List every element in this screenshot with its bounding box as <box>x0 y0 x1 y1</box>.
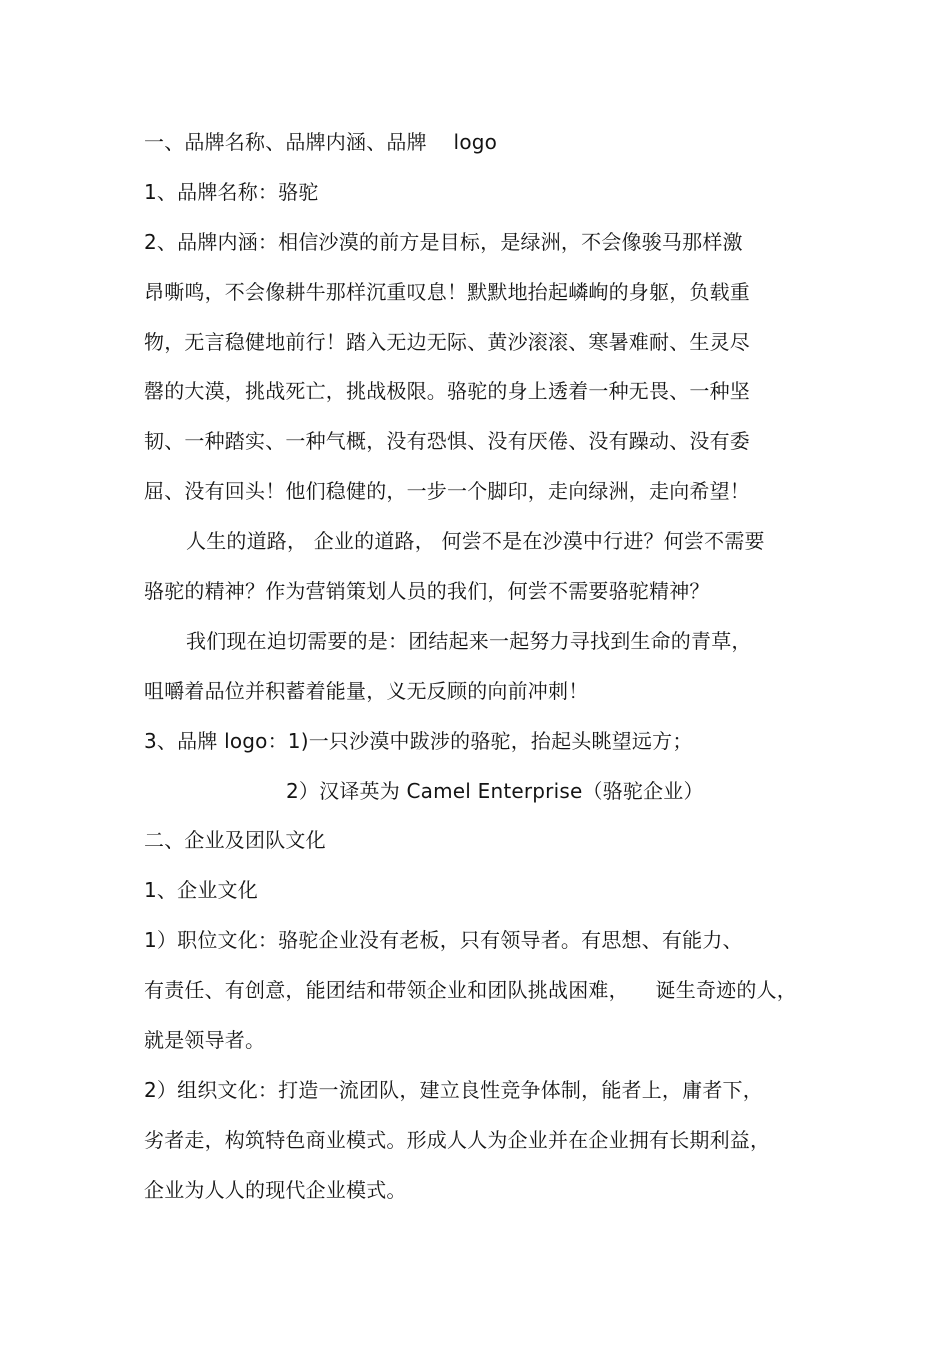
brand-name-line: 1、品牌名称：骆驼 <box>144 180 319 204</box>
position-culture-line-3: 就是领导者。 <box>144 1028 266 1052</box>
brand-meaning-line-3: 物，无言稳健地前行！踏入无边无际、黄沙滚滚、寒暑难耐、生灵尽 <box>144 330 750 354</box>
organization-culture-line-2: 劣者走，构筑特色商业模式。形成人人为企业并在企业拥有长期利益， <box>144 1128 771 1152</box>
paragraph-need-line-2: 咀嚼着品位并积蓄着能量，义无反顾的向前冲刺！ <box>144 679 589 703</box>
brand-meaning-line-4: 罄的大漠，挑战死亡，挑战极限。骆驼的身上透着一种无畏、一种坚 <box>144 379 750 403</box>
subheading-enterprise-culture: 1、企业文化 <box>144 878 258 902</box>
brand-meaning-line-5: 韧、一种踏实、一种气概，没有恐惧、没有厌倦、没有躁动、没有委 <box>144 429 750 453</box>
position-culture-line-1: 1）职位文化：骆驼企业没有老板，只有领导者。有思想、有能力、 <box>144 928 743 952</box>
brand-logo-line-2: 2）汉译英为 Camel Enterprise（骆驼企业） <box>286 779 704 803</box>
organization-culture-line-1: 2）组织文化：打造一流团队，建立良性竞争体制，能者上，庸者下， <box>144 1078 763 1102</box>
position-culture-line-2: 有责任、有创意，能团结和带领企业和团队挑战困难， 诞生奇迹的人， <box>144 978 797 1002</box>
heading-culture: 二、企业及团队文化 <box>144 828 326 852</box>
paragraph-road-line-1: 人生的道路， 企业的道路， 何尝不是在沙漠中行进？何尝不需要 <box>186 529 765 553</box>
brand-meaning-line-2: 昂嘶鸣，不会像耕牛那样沉重叹息！默默地抬起嶙峋的身躯，负载重 <box>144 280 750 304</box>
brand-meaning-line-1: 2、品牌内涵：相信沙漠的前方是目标，是绿洲，不会像骏马那样激 <box>144 230 743 254</box>
paragraph-need-line-1: 我们现在迫切需要的是：团结起来一起努力寻找到生命的青草， <box>186 629 752 653</box>
heading-brand: 一、品牌名称、品牌内涵、品牌 logo <box>144 130 498 154</box>
organization-culture-line-3: 企业为人人的现代企业模式。 <box>144 1178 407 1202</box>
brand-logo-line-1: 3、品牌 logo：1)一只沙漠中跋涉的骆驼，抬起头眺望远方； <box>144 729 693 753</box>
paragraph-road-line-2: 骆驼的精神？作为营销策划人员的我们，何尝不需要骆驼精神？ <box>144 579 710 603</box>
brand-meaning-line-6: 屈、没有回头！他们稳健的，一步一个脚印，走向绿洲，走向希望！ <box>144 479 750 503</box>
